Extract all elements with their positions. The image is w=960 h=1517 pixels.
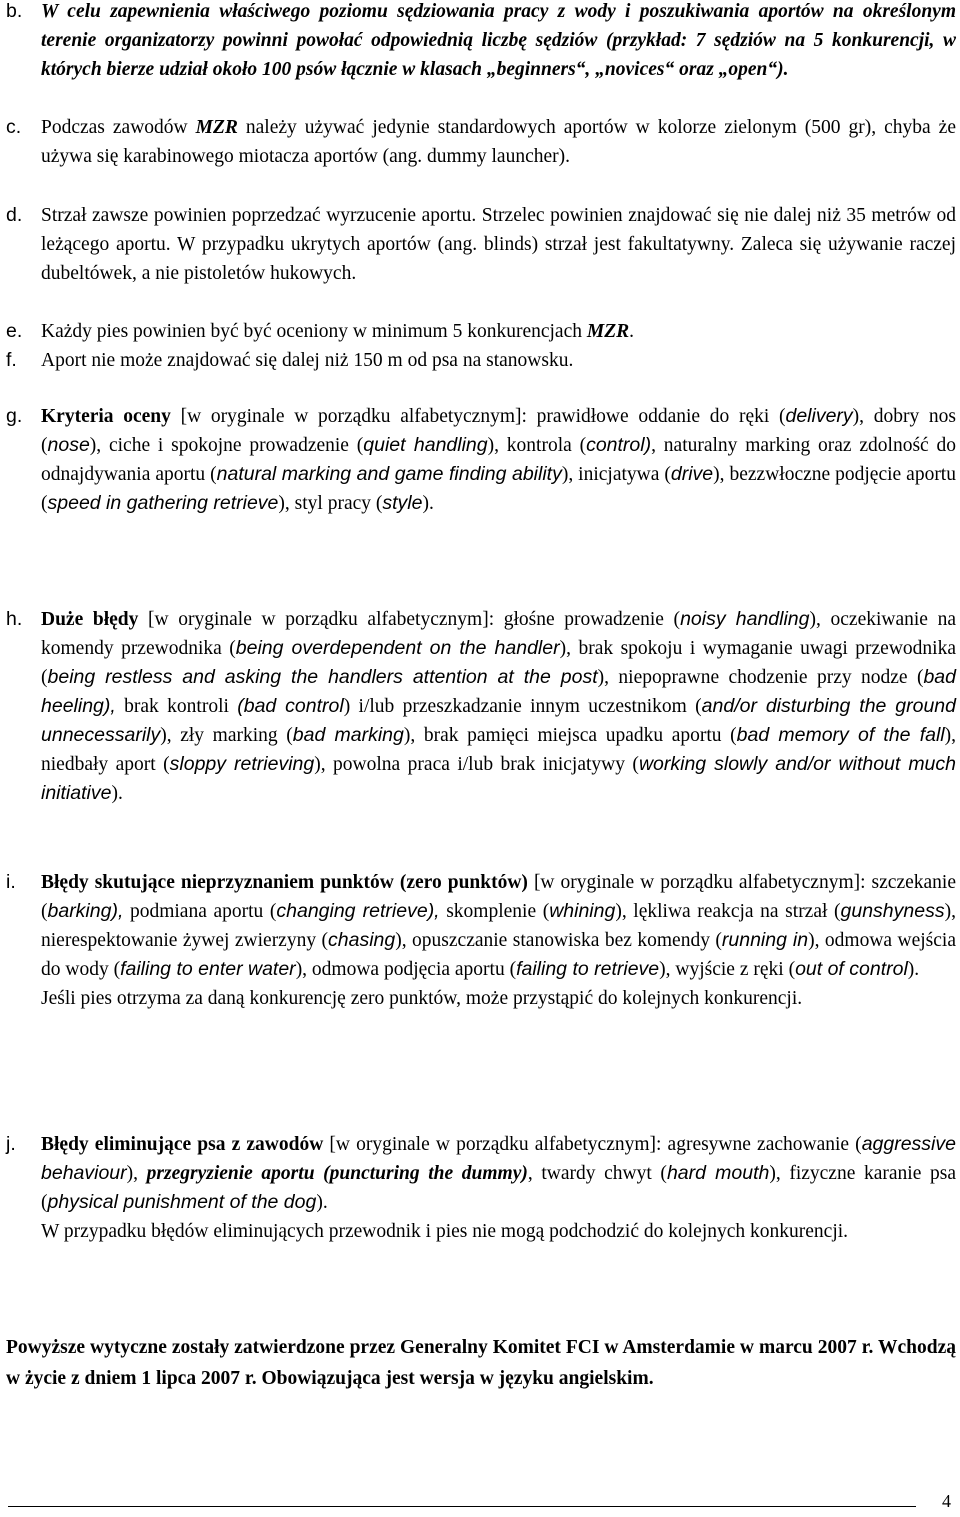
item-g-label: g. — [6, 405, 23, 427]
item-e-label: e. — [6, 320, 23, 342]
footer-rule — [8, 1506, 916, 1507]
item-e — [6, 317, 956, 346]
item-c-label: c. — [6, 116, 22, 138]
item-e-part-1: Każdy pies powinien być być oceniony w minimum 5 konkurencjach — [41, 321, 587, 342]
item-e-text — [41, 317, 956, 346]
item-j — [6, 1130, 956, 1246]
item-i-note: Jeśli pies otrzyma za daną konkurencję zero punktów, może przystąpić do kolejnych konkurencji. — [41, 988, 803, 1009]
mzr-term: MZR — [586, 321, 630, 342]
item-d-label: d. — [6, 204, 23, 226]
item-j-label: j. — [6, 1133, 16, 1155]
item-f — [6, 346, 956, 375]
item-i-title: Błędy skutujące nieprzyznaniem punktów (zero punktów) — [41, 872, 528, 893]
item-j-note: W przypadku błędów eliminujących przewodnik i pies nie mogą podchodzić do kolejnych konkurencji. — [41, 1221, 849, 1242]
item-h-title: Duże błędy — [41, 609, 139, 630]
item-j-text: Błędy eliminujące psa z zawodów [w oryginale w porządku alfabetycznym]: agresywne zachowanie (aggressive behaviour), przegryzienie aportu (puncturing the dummy), twardy chwyt (hard mouth), fizyczne karanie psa (physical punishment of the dog). — [41, 1133, 956, 1213]
item-b-text: W celu zapewnienia właściwego poziomu sędziowania pracy z wody i poszukiwania aportów na określonym terenie organizatorzy powinni powołać odpowiednią liczbę sędziów (przykład: 7 sędziów na 5 konkurencji, w których bierze udział około 100 psów łącznie w klasach „beginners“, „novices“ oraz „open“). — [41, 1, 956, 80]
item-h-text: Duże błędy [w oryginale w porządku alfabetycznym]: głośne prowadzenie (noisy handling), oczekiwanie na komendy przewodnika (being overdependent on the handler), brak spokoju i wymaganie uwagi przewodnika (being restless and asking the handlers attention at the post), niepoprawne chodzenie przy nodze (bad heeling), brak kontroli (bad control) i/lub przeszkadzanie innym uczestnikom (and/or disturbing the ground unnecessarily), zły marking (bad marking), brak pamięci miejsca upadku aportu (bad memory of the fall), niedbały aport (sloppy retrieving), powolna praca i/lub brak inicjatywy (working slowly and/or without much initiative). — [41, 608, 956, 804]
approval-note-text: Powyższe wytyczne zostały zatwierdzone przez Generalny Komitet FCI w Amsterdamie w marcu 2007 r. Wchodzą w życie z dniem 1 lipca 2007 r. Obowiązująca jest wersja w języku angielskim. — [6, 1337, 956, 1389]
item-g-text: Kryteria oceny [w oryginale w porządku alfabetycznym]: prawidłowe oddanie do ręki (delivery), dobry nos (nose), ciche i spokojne prowadzenie (quiet handling), kontrola (control), naturalny marking oraz zdolność do odnajdywania aportu (natural marking and game finding ability), inicjatywa (drive), bezzwłoczne podjęcie aportu (speed in gathering retrieve), styl pracy (style). — [41, 405, 957, 514]
item-j-title: Błędy eliminujące psa z zawodów — [41, 1134, 324, 1155]
item-i — [6, 868, 956, 1013]
item-c — [6, 113, 956, 171]
item-d — [6, 201, 956, 288]
item-b-label: b. — [6, 0, 23, 22]
item-i-label: i. — [6, 871, 16, 893]
item-h — [6, 605, 956, 808]
item-b — [6, 0, 956, 84]
item-d-text: Strzał zawsze powinien poprzedzać wyrzucenie aportu. Strzelec powinien znajdować się nie dalej niż 35 metrów od leżącego aportu. W przypadku ukrytych aportów (ang. blinds) strzał jest fakultatywny. Zaleca się używanie raczej dubeltówek, a nie pistoletów hukowych. — [41, 205, 956, 284]
item-e-part-2: . — [629, 321, 635, 342]
mzr-term: MZR — [195, 117, 238, 138]
page-number: 4 — [942, 1491, 951, 1511]
item-f-label: f. — [6, 349, 17, 371]
item-i-text: Błędy skutujące nieprzyznaniem punktów (zero punktów) [w oryginale w porządku alfabetycznym]: szczekanie (barking), podmiana aportu (changing retrieve), skomplenie (whining), lękliwa reakcja na strzał (gunshyness), nierespektowanie żywej zwierzyny (chasing), opuszczanie stanowiska bez komendy (running in), odmowa wejścia do wody (failing to enter water), odmowa podjęcia aportu (failing to retrieve), wyjście z ręki (out of control). — [41, 872, 956, 980]
item-c-part-2: należy używać jedynie standardowych aportów w kolorze zielonym (500 gr), chyba że używa się karabinowego miotacza aportów (ang. dummy launcher). — [41, 117, 956, 167]
approval-note — [6, 1332, 956, 1394]
item-c-part-1: Podczas zawodów — [41, 117, 196, 138]
item-c-text — [41, 113, 956, 171]
item-g-title: Kryteria oceny — [41, 406, 171, 427]
item-h-label: h. — [6, 608, 23, 630]
item-g — [6, 402, 956, 518]
item-f-text: Aport nie może znajdować się dalej niż 150 m od psa na stanowsku. — [41, 350, 574, 371]
